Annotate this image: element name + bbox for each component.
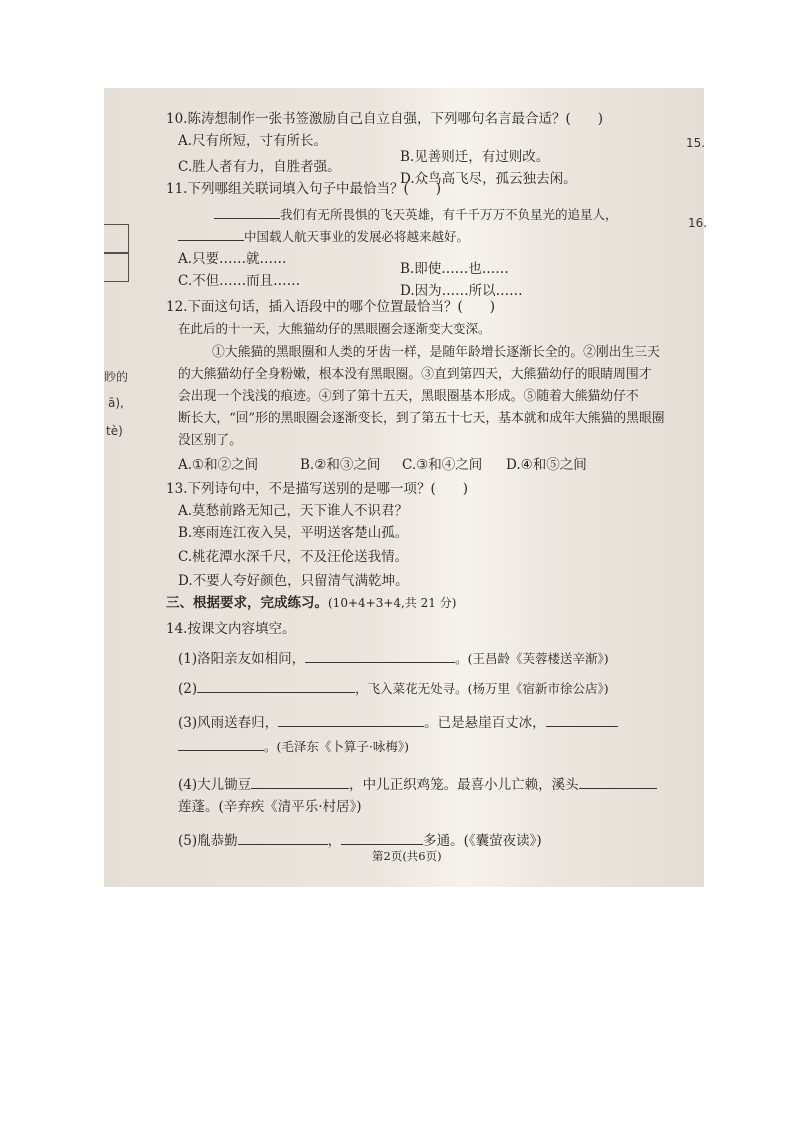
question-12-option-b: B.②和③之间	[300, 457, 381, 473]
page-number: 第2页(共6页)	[372, 849, 442, 863]
question-10-stem: 10.陈涛想制作一张书签激励自己自立自强，下列哪句名言最合适？( )	[166, 111, 604, 127]
left-edge-text: ā),	[108, 396, 124, 410]
left-table-cell	[104, 252, 129, 282]
answer-blank[interactable]	[214, 206, 280, 219]
answer-blank[interactable]	[178, 228, 244, 241]
question-13-option-b: B.寒雨连江夜入吴，平明送客楚山孤。	[178, 525, 409, 541]
answer-blank[interactable]	[251, 776, 349, 789]
question-12-option-d: D.④和⑤之间	[506, 457, 587, 473]
fill-line-5: (5)胤恭勤 ， 多通。(《囊萤夜读》)	[178, 833, 542, 849]
answer-blank[interactable]	[178, 738, 264, 751]
passage-line: 断长大，“回”形的黑眼圈会逐渐变长，到了第五十七天，基本就和成年大熊猫的黑眼圈	[178, 411, 665, 426]
question-12-insert-sentence: 在此后的十一天，大熊猫幼仔的黑眼圈会逐渐变大变深。	[178, 321, 491, 336]
answer-blank[interactable]	[305, 650, 455, 663]
question-11-option-a: A.只要……就……	[178, 251, 287, 267]
question-10-option-c: C.胜人者有力，自胜者强。	[178, 159, 341, 175]
question-14-stem: 14.按课文内容填空。	[166, 621, 296, 637]
passage-line: ①大熊猫的黑眼圈和人类的牙齿一样，是随年龄增长逐渐长全的。②刚出生三天	[212, 345, 660, 360]
passage-line: 的大熊猫幼仔全身粉嫩，根本没有黑眼圈。③直到第四天，大熊猫幼仔的眼睛周围才	[178, 367, 652, 382]
section-3-heading: 三、根据要求，完成练习。(10+4+3+4,共 21 分)	[166, 595, 457, 611]
answer-blank[interactable]	[238, 832, 328, 845]
question-13-option-d: D.不要人夸好颜色，只留清气满乾坤。	[178, 573, 409, 589]
question-11-option-d: D.因为……所以……	[400, 283, 523, 299]
question-13-stem: 13.下列诗句中，不是描写送别的是哪一项？( )	[166, 481, 469, 497]
question-11-stem: 11.下列哪组关联词填入句子中最恰当？( )	[166, 181, 442, 197]
fill-line-3-continued: 。(毛泽东《卜算子·咏梅》)	[178, 738, 409, 756]
fill-line-4: (4)大儿锄豆 ，中儿正织鸡笼。最喜小儿亡赖，溪头	[178, 776, 657, 794]
right-edge-text: 15.	[686, 136, 706, 150]
question-12-stem: 12.下面这句话，插入语段中的哪个位置最恰当？( )	[166, 299, 496, 315]
fill-line-2: (2) ，飞入菜花无处寻。(杨万里《宿新市徐公店》)	[178, 681, 609, 697]
question-10-option-d: D.众鸟高飞尽，孤云独去闲。	[400, 171, 577, 187]
left-edge-text: tè)	[106, 424, 123, 438]
question-13-option-a: A.莫愁前路无知己，天下谁人不识君？	[178, 503, 409, 519]
right-edge-text: 16.	[688, 216, 708, 230]
question-11-option-c: C.不但……而且……	[178, 273, 301, 289]
fill-line-3: (3)风雨送春归， 。已是悬崖百丈冰，	[178, 714, 618, 732]
answer-blank[interactable]	[546, 714, 618, 727]
answer-blank[interactable]	[341, 832, 423, 845]
question-10-option-a: A.尺有所短，寸有所长。	[178, 133, 328, 149]
passage-line: 会出现一个浅浅的痕迹。④到了第十五天，黑眼圈基本形成。⑤随着大熊猫幼仔不	[178, 389, 639, 404]
question-12-option-c: C.③和④之间	[402, 457, 483, 473]
question-11-sentence-line2: 中国载人航天事业的发展必将越来越好。	[178, 228, 469, 246]
passage-line: 没区别了。	[178, 433, 242, 448]
question-10-option-b: B.见善则迁，有过则改。	[400, 149, 550, 165]
answer-blank[interactable]	[197, 680, 355, 693]
question-12-option-a: A.①和②之间	[178, 457, 259, 473]
question-13-option-c: C.桃花潭水深千尺，不及汪伦送我情。	[178, 549, 409, 565]
answer-blank[interactable]	[278, 714, 424, 727]
left-edge-text: 眇的	[104, 370, 129, 384]
answer-blank[interactable]	[579, 776, 657, 789]
question-11-option-b: B.即使……也……	[400, 261, 509, 277]
left-table-cell	[104, 224, 129, 254]
fill-line-4-continued: 莲蓬。(辛弃疾《清平乐·村居》)	[178, 799, 362, 815]
fill-line-1: (1)洛阳亲友如相问， 。(王昌龄《芙蓉楼送辛渐》)	[178, 651, 609, 667]
exam-page-photo	[104, 88, 708, 887]
question-11-sentence-line1: 我们有无所畏惧的飞天英雄，有千千万万不负星光的追星人，	[214, 206, 618, 224]
